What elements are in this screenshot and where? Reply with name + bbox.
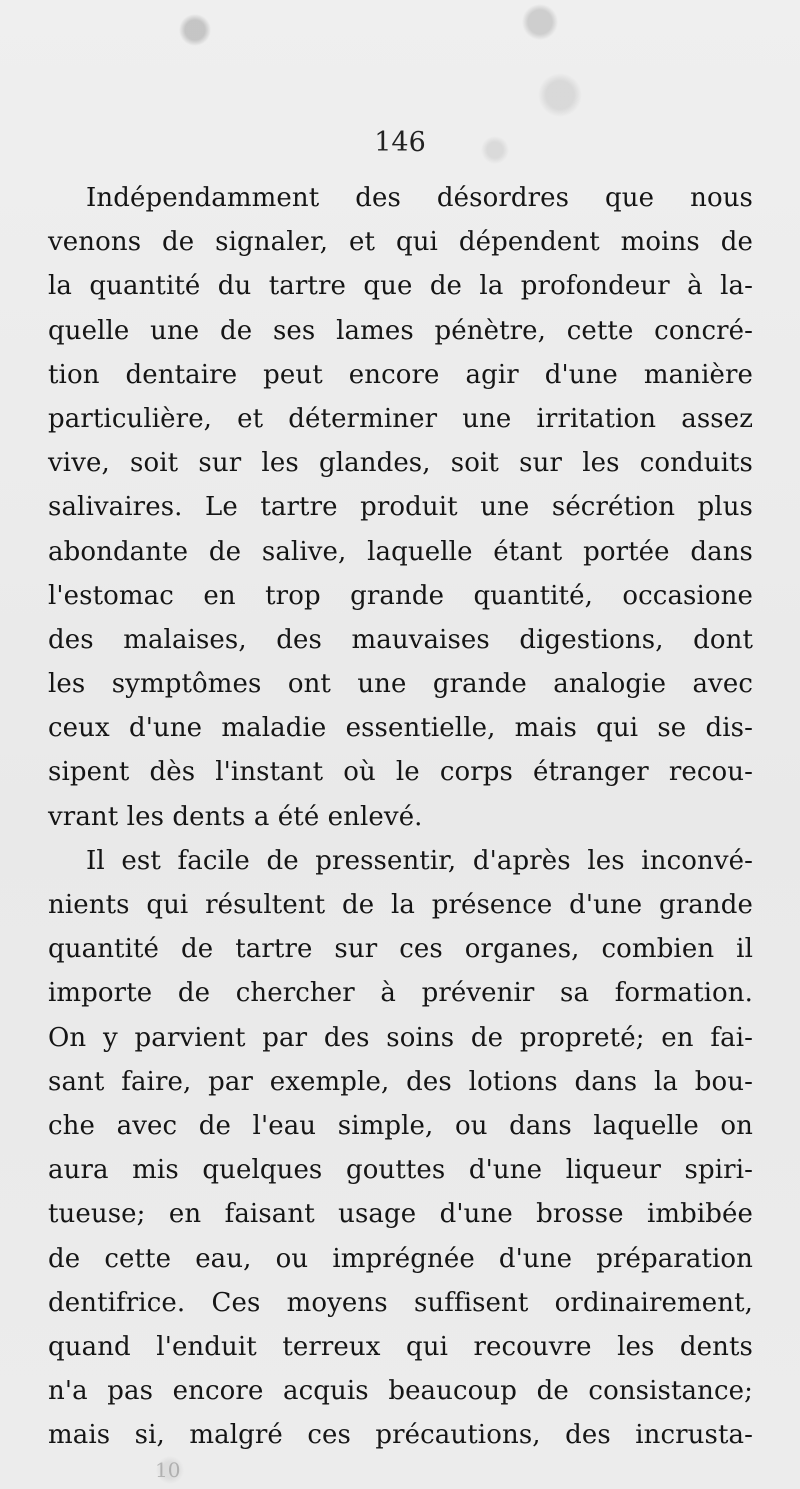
text-line: quand l'enduit terreux qui recouvre les dents (48, 1331, 753, 1362)
text-line: dentifrice. Ces moyens suffisent ordinairement, (48, 1287, 753, 1318)
text-line: tueuse; en faisant usage d'une brosse imbibée (48, 1199, 753, 1230)
paragraph-1 (48, 176, 753, 839)
text-line: aura mis quelques gouttes d'une liqueur spiri- (48, 1155, 753, 1186)
footer-mark: 10 (155, 1458, 181, 1482)
text-line: che avec de l'eau simple, ou dans laquelle on (48, 1110, 753, 1141)
text-line: Indépendamment des désordres que nous (86, 183, 753, 213)
text-line: mais si, malgré ces précautions, des incrusta- (48, 1420, 753, 1451)
text-line: tion dentaire peut encore agir d'une manière (48, 359, 753, 390)
text-line: de cette eau, ou imprégnée d'une préparation (48, 1243, 753, 1274)
text-line: des malaises, des mauvaises digestions, dont (48, 624, 753, 655)
text-line: la quantité du tartre que de la profondeur à la- (48, 271, 753, 302)
text-line: Il est facile de pressentir, d'après les inconvé- (86, 845, 753, 876)
text-line: sant faire, par exemple, des lotions dans la bou- (48, 1066, 753, 1097)
text-line: nients qui résultent de la présence d'une grande (48, 890, 753, 920)
text-line: quelle une de ses lames pénètre, cette concré- (48, 315, 753, 346)
text-line: salivaires. Le tartre produit une sécrétion plus (48, 492, 753, 523)
text-line: On y parvient par des soins de propreté; en fai- (48, 1022, 753, 1053)
paragraph-2 (48, 839, 753, 1458)
text-line: l'estomac en trop grande quantité, occasione (48, 580, 753, 611)
text-line: les symptômes ont une grande analogie avec (48, 669, 753, 700)
text-line: vive, soit sur les glandes, soit sur les conduits (48, 448, 753, 479)
text-line: ceux d'une maladie essentielle, mais qui se dis- (48, 713, 753, 744)
text-line: sipent dès l'instant où le corps étranger recou- (48, 757, 753, 788)
text-line: vrant les dents a été enlevé. (48, 801, 423, 832)
text-line: particulière, et déterminer une irritation assez (48, 403, 753, 434)
text-line: venons de signaler, et qui dépendent moins de (48, 227, 753, 258)
text-line: quantité de tartre sur ces organes, combien il (48, 934, 753, 965)
page-number: 146 (374, 127, 426, 158)
text-line: importe de chercher à prévenir sa formation. (48, 978, 753, 1009)
body-text (48, 176, 753, 1457)
text-line: abondante de salive, laquelle étant portée dans (48, 536, 753, 567)
text-line: n'a pas encore acquis beaucoup de consistance; (48, 1376, 753, 1407)
